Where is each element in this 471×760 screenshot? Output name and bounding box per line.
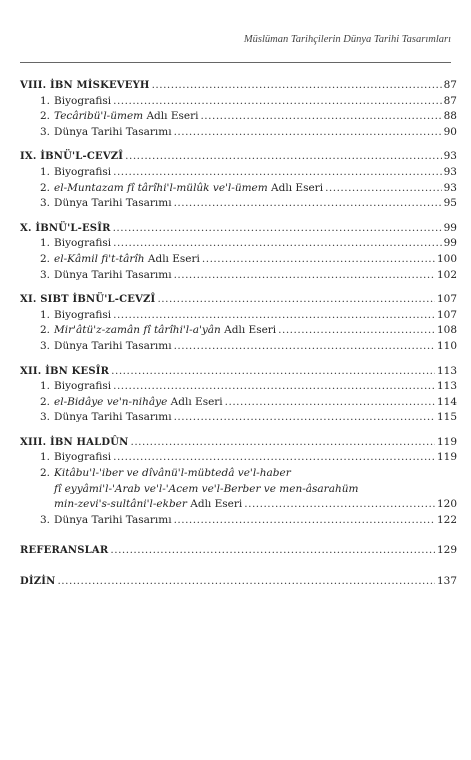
page-number: 129 xyxy=(436,544,457,557)
dot-leader xyxy=(225,395,435,411)
toc-entry[interactable] xyxy=(20,165,457,181)
dot-leader xyxy=(278,323,435,339)
entry-title: 1. Biyografisi xyxy=(40,380,112,393)
entry-italic-title: Kitâbu'l-'iber ve dîvânü'l-mübtedâ ve'l-haber xyxy=(54,467,291,480)
entry-title: 3. Dünya Tarihi Tasarımı xyxy=(40,411,172,424)
toc-entry[interactable] xyxy=(20,379,457,395)
spacer xyxy=(20,559,457,574)
entry-title: 2. Mir'âtü'z-zamân fî târîhi'l-a'yân Adlı Eseri xyxy=(40,324,277,337)
toc-entry[interactable] xyxy=(20,181,457,197)
dot-leader xyxy=(113,165,442,181)
entry-title: min-zevi's-sultâni'l-ekber Adlı Eseri xyxy=(54,498,243,511)
toc-entry[interactable] xyxy=(20,339,457,355)
running-title: Müslüman Tarihçilerin Dünya Tarihi Tasarımları xyxy=(243,34,451,45)
toc-entry[interactable] xyxy=(20,236,457,252)
dot-leader xyxy=(152,78,442,94)
entry-title: 2. el-Kâmil fi't-târîh Adlı Eseri xyxy=(40,252,200,265)
page-number: 107 xyxy=(436,293,457,306)
page-number: 113 xyxy=(436,380,457,393)
dot-leader xyxy=(174,196,442,212)
spacer xyxy=(20,140,457,149)
dot-leader xyxy=(202,252,435,268)
dot-leader xyxy=(111,364,435,380)
dot-leader xyxy=(200,109,441,125)
toc-entry[interactable] xyxy=(20,466,457,482)
toc-entry[interactable] xyxy=(20,323,457,339)
page-number: 95 xyxy=(443,197,457,210)
entry-number: 2. xyxy=(40,252,51,265)
dot-leader xyxy=(125,149,441,165)
dot-leader xyxy=(325,181,442,197)
page-number: 102 xyxy=(436,268,457,281)
dot-leader xyxy=(174,268,435,284)
page-number: 113 xyxy=(436,364,457,377)
dot-leader xyxy=(113,236,442,252)
chapter-title: XI. SIBT İBNÜ'L-CEVZÎ xyxy=(20,294,156,306)
entry-number: 1. xyxy=(40,380,51,393)
entry-title: 1. Biyografisi xyxy=(40,308,112,321)
table-of-contents xyxy=(20,78,457,590)
chapter-title: REFERANSLAR xyxy=(20,545,109,557)
spacer xyxy=(20,283,457,292)
chapter-title: XIII. İBN HALDÛN xyxy=(20,436,129,448)
toc-entry[interactable] xyxy=(20,268,457,284)
spacer xyxy=(20,212,457,221)
page-number: 93 xyxy=(443,181,457,194)
page-number: 120 xyxy=(436,498,457,511)
entry-title: 3. Dünya Tarihi Tasarımı xyxy=(40,125,172,138)
entry-title: 3. Dünya Tarihi Tasarımı xyxy=(40,268,172,281)
toc-entry[interactable] xyxy=(20,125,457,141)
page-number: 88 xyxy=(443,110,457,123)
entry-title: 1. Biyografisi xyxy=(40,451,112,464)
entry-title: 3. Dünya Tarihi Tasarımı xyxy=(40,197,172,210)
page-number: 137 xyxy=(436,575,457,588)
dot-leader xyxy=(113,221,442,237)
toc-chapter[interactable] xyxy=(20,435,457,451)
entry-title xyxy=(40,466,291,482)
chapter-title: DİZİN xyxy=(20,576,56,588)
dot-leader xyxy=(174,125,442,141)
toc-chapter[interactable] xyxy=(20,78,457,94)
entry-number: 2. xyxy=(40,467,51,480)
entry-title: 1. Biyografisi xyxy=(40,94,112,107)
toc-entry[interactable] xyxy=(20,196,457,212)
spacer xyxy=(20,355,457,364)
dot-leader xyxy=(244,497,435,513)
entry-number: 3. xyxy=(40,411,51,424)
entry-number: 2. xyxy=(40,395,51,408)
toc-entry-continuation[interactable] xyxy=(20,497,457,513)
entry-title: 2. el-Bidâye ve'n-nihâye Adlı Eseri xyxy=(40,395,223,408)
page-number: 114 xyxy=(436,395,457,408)
toc-entry[interactable] xyxy=(20,395,457,411)
page-number: 99 xyxy=(443,221,457,234)
dot-leader xyxy=(130,435,434,451)
entry-title: 3. Dünya Tarihi Tasarımı xyxy=(40,513,172,526)
entry-title: 1. Biyografisi xyxy=(40,165,112,178)
toc-chapter[interactable] xyxy=(20,149,457,165)
dot-leader xyxy=(113,450,435,466)
header-rule xyxy=(20,62,451,63)
dot-leader xyxy=(113,94,442,110)
page-number: 122 xyxy=(436,513,457,526)
entry-number: 1. xyxy=(40,165,51,178)
chapter-title: X. İBNÜ'L-ESÎR xyxy=(20,222,111,234)
page-number: 119 xyxy=(436,451,457,464)
toc-entry[interactable] xyxy=(20,252,457,268)
entry-number: 3. xyxy=(40,339,51,352)
entry-number: 3. xyxy=(40,513,51,526)
spacer xyxy=(20,426,457,435)
entry-title: 2. el-Muntazam fî târîhi'l-mülûk ve'l-ümem Adlı Eseri xyxy=(40,181,324,194)
dot-leader xyxy=(174,410,435,426)
page-number: 90 xyxy=(443,125,457,138)
toc-chapter[interactable] xyxy=(20,543,457,559)
toc-entry[interactable] xyxy=(20,410,457,426)
page-number: 87 xyxy=(443,94,457,107)
page-number: 100 xyxy=(436,252,457,265)
toc-chapter[interactable] xyxy=(20,574,457,590)
entry-italic-title: Tecâribü'l-ümem xyxy=(54,110,144,123)
page-number: 99 xyxy=(443,237,457,250)
entry-title-continuation: fî eyyâmi'l-'Arab ve'l-'Acem ve'l-Berber ve men-âsarahüm xyxy=(54,482,359,495)
page-number: 108 xyxy=(436,324,457,337)
toc-entry[interactable] xyxy=(20,94,457,110)
spacer xyxy=(20,528,457,543)
dot-leader xyxy=(174,513,435,529)
dot-leader xyxy=(57,574,434,590)
page-number: 115 xyxy=(436,411,457,424)
entry-title: 2. Tecâribü'l-ümem Adlı Eseri xyxy=(40,110,199,123)
entry-italic-title: min-zevi's-sultâni'l-ekber xyxy=(54,498,187,511)
page-number: 93 xyxy=(443,165,457,178)
dot-leader xyxy=(110,543,435,559)
entry-number: 1. xyxy=(40,237,51,250)
toc-chapter[interactable] xyxy=(20,292,457,308)
entry-number: 2. xyxy=(40,181,51,194)
entry-number: 2. xyxy=(40,110,51,123)
chapter-title: VIII. İBN MİSKEVEYH xyxy=(20,80,150,91)
entry-number: 2. xyxy=(40,324,51,337)
toc-entry[interactable] xyxy=(20,450,457,466)
dot-leader xyxy=(113,308,435,324)
entry-number: 3. xyxy=(40,197,51,210)
entry-title: 1. Biyografisi xyxy=(40,237,112,250)
entry-number: 1. xyxy=(40,451,51,464)
toc-entry[interactable] xyxy=(20,308,457,324)
dot-leader xyxy=(174,339,435,355)
entry-italic-title: Mir'âtü'z-zamân fî târîhi'l-a'yân xyxy=(54,324,221,337)
page-number: 110 xyxy=(436,339,457,352)
toc-entry[interactable] xyxy=(20,513,457,529)
entry-italic-title: el-Kâmil fi't-târîh xyxy=(54,252,145,265)
toc-chapter[interactable] xyxy=(20,221,457,237)
dot-leader xyxy=(113,379,435,395)
chapter-title: IX. İBNÜ'L-CEVZÎ xyxy=(20,151,124,163)
toc-entry[interactable] xyxy=(20,109,457,125)
page-number: 119 xyxy=(436,435,457,448)
page-number: 93 xyxy=(443,150,457,163)
entry-italic-title: el-Bidâye ve'n-nihâye xyxy=(54,395,168,408)
entry-number: 1. xyxy=(40,94,51,107)
toc-chapter[interactable] xyxy=(20,364,457,380)
entry-title: 3. Dünya Tarihi Tasarımı xyxy=(40,339,172,352)
page-number: 107 xyxy=(436,308,457,321)
page-number: 87 xyxy=(443,79,457,91)
entry-number: 1. xyxy=(40,308,51,321)
dot-leader xyxy=(157,292,435,308)
chapter-title: XII. İBN KESÎR xyxy=(20,365,110,377)
entry-number: 3. xyxy=(40,268,51,281)
entry-number: 3. xyxy=(40,125,51,138)
entry-italic-title: el-Muntazam fî târîhi'l-mülûk ve'l-ümem xyxy=(54,181,268,194)
